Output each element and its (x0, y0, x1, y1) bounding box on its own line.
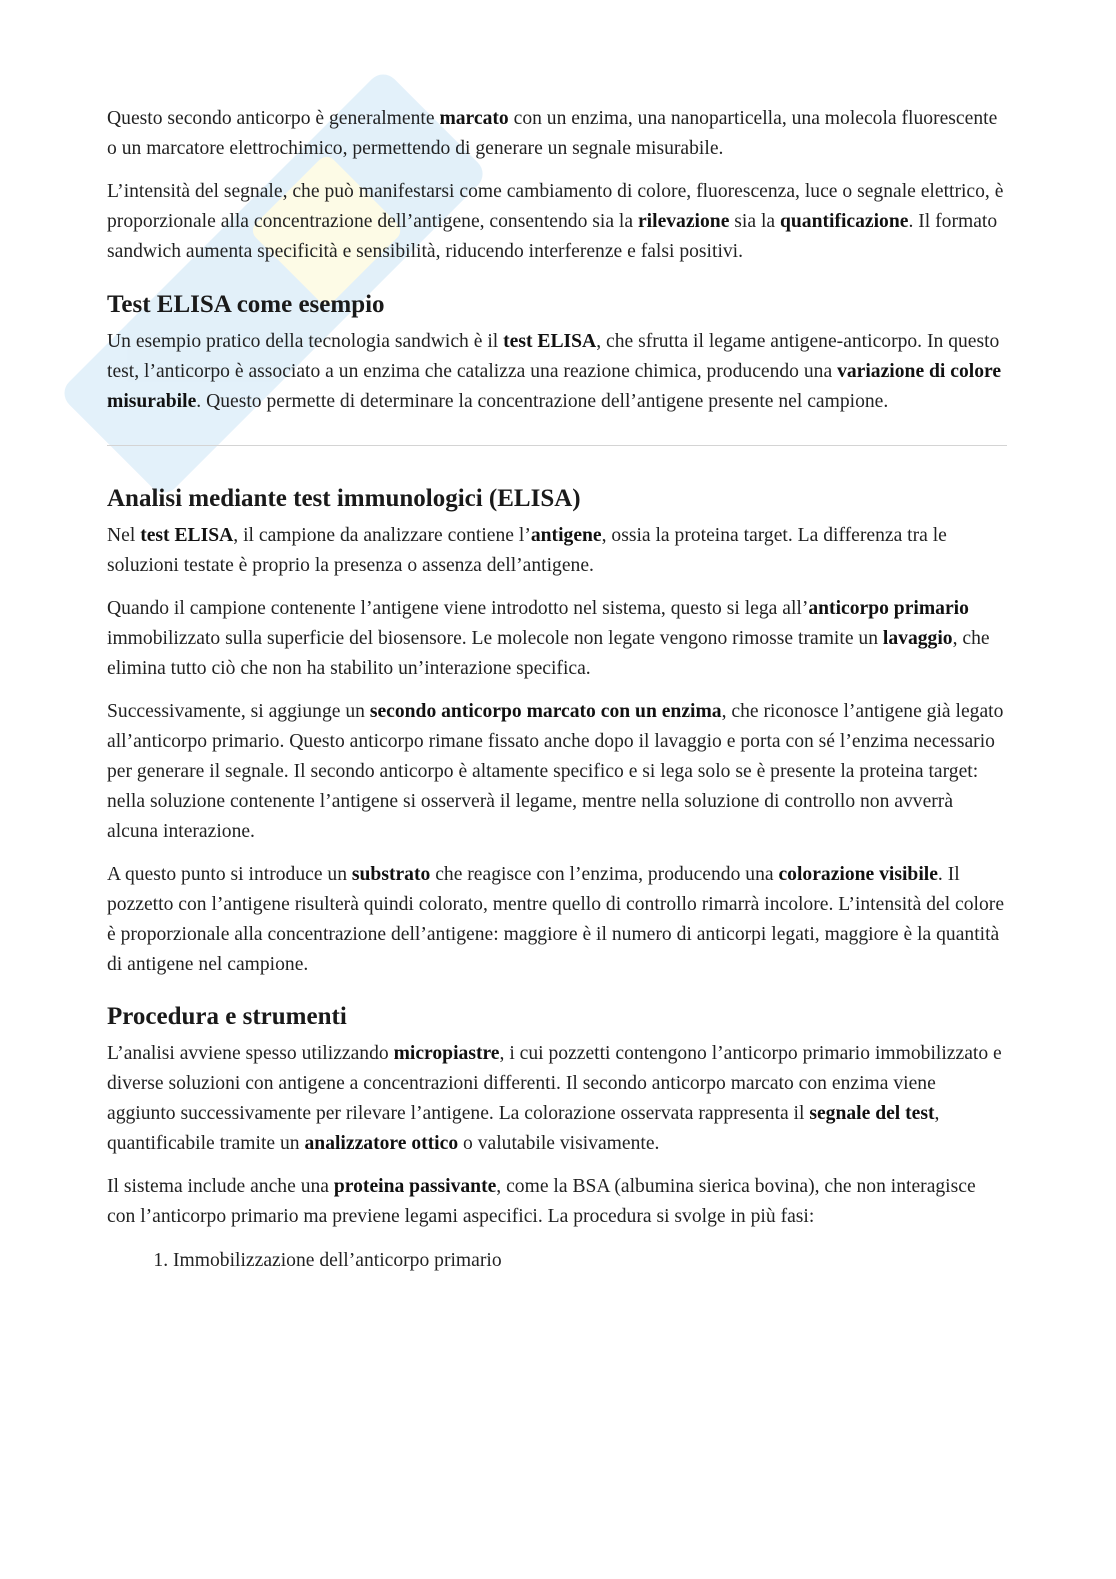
section-heading-procedure: Procedura e strumenti (107, 1003, 347, 1030)
document-page (107, 104, 1007, 1276)
section-divider (107, 445, 1007, 446)
paragraph: L’intensità del segnale, che può manifestarsi come cambiamento di colore, fluorescenza, luce o segnale elettrico, è proporzionale alla concentrazione dell’antigene, consentendo sia la rilevazione sia la quantificazione. Il formato sandwich aumenta specificità e sensibilità, riducendo interferenze e falsi positivi. (107, 181, 1004, 262)
paragraph: A questo punto si introduce un substrato che reagisce con l’enzima, producendo una colorazione visibile. Il pozzetto con l’antigene risulterà quindi colorato, mentre quello di controllo rimarrà incolore. L’intensità del colore è proporzionale alla concentrazione dell’antigene: maggiore è il numero di anticorpi legati, maggiore è la quantità di antigene nel campione. (107, 864, 1005, 975)
paragraph: Nel test ELISA, il campione da analizzare contiene l’antigene, ossia la proteina target. La differenza tra le soluzioni testate è proprio la presenza o assenza dell’antigene. (107, 525, 947, 576)
procedure-steps-list (107, 1246, 1007, 1276)
paragraph: Un esempio pratico della tecnologia sandwich è il test ELISA, che sfrutta il legame antigene-anticorpo. In questo test, l’anticorpo è associato a un enzima che catalizza una reazione chimica, producendo una variazione di colore misurabile. Questo permette di determinare la concentrazione dell’antigene presente nel campione. (107, 331, 1002, 412)
paragraph: Quando il campione contenente l’antigene viene introdotto nel sistema, questo si lega all’anticorpo primario immobilizzato sulla superficie del biosensore. Le molecole non legate vengono rimosse tramite un lavaggio, che elimina tutto ciò che non ha stabilito un’interazione specifica. (107, 598, 990, 679)
section-heading-analysis: Analisi mediante test immunologici (ELISA) (107, 485, 581, 512)
paragraph: Questo secondo anticorpo è generalmente marcato con un enzima, una nanoparticella, una molecola fluorescente o un marcatore elettrochimico, permettendo di generare un segnale misurabile. (107, 108, 998, 159)
paragraph: L’analisi avviene spesso utilizzando micropiastre, i cui pozzetti contengono l’anticorpo primario immobilizzato e diverse soluzioni con antigene a concentrazioni differenti. Il secondo anticorpo marcato con enzima viene aggiunto successivamente per rilevare l’antigene. La colorazione osservata rappresenta il segnale del test, quantificabile tramite un analizzatore ottico o valutabile visivamente. (107, 1043, 1002, 1154)
paragraph: Successivamente, si aggiunge un secondo anticorpo marcato con un enzima, che riconosce l’antigene già legato all’anticorpo primario. Questo anticorpo rimane fissato anche dopo il lavaggio e porta con sé l’enzima necessario per generare il segnale. Il secondo anticorpo è altamente specifico e si lega solo se è presente la proteina target: nella soluzione contenente l’antigene si osserverà il legame, mentre nella soluzione di controllo non avverrà alcuna interazione. (107, 701, 1004, 842)
paragraph: Il sistema include anche una proteina passivante, come la BSA (albumina sierica bovina), che non interagisce con l’anticorpo primario ma previene legami aspecifici. La procedura si svolge in più fasi: (107, 1176, 976, 1227)
list-item: 1. Immobilizzazione dell’anticorpo primario (173, 1246, 1007, 1276)
section-heading-elisa-example: Test ELISA come esempio (107, 291, 385, 318)
